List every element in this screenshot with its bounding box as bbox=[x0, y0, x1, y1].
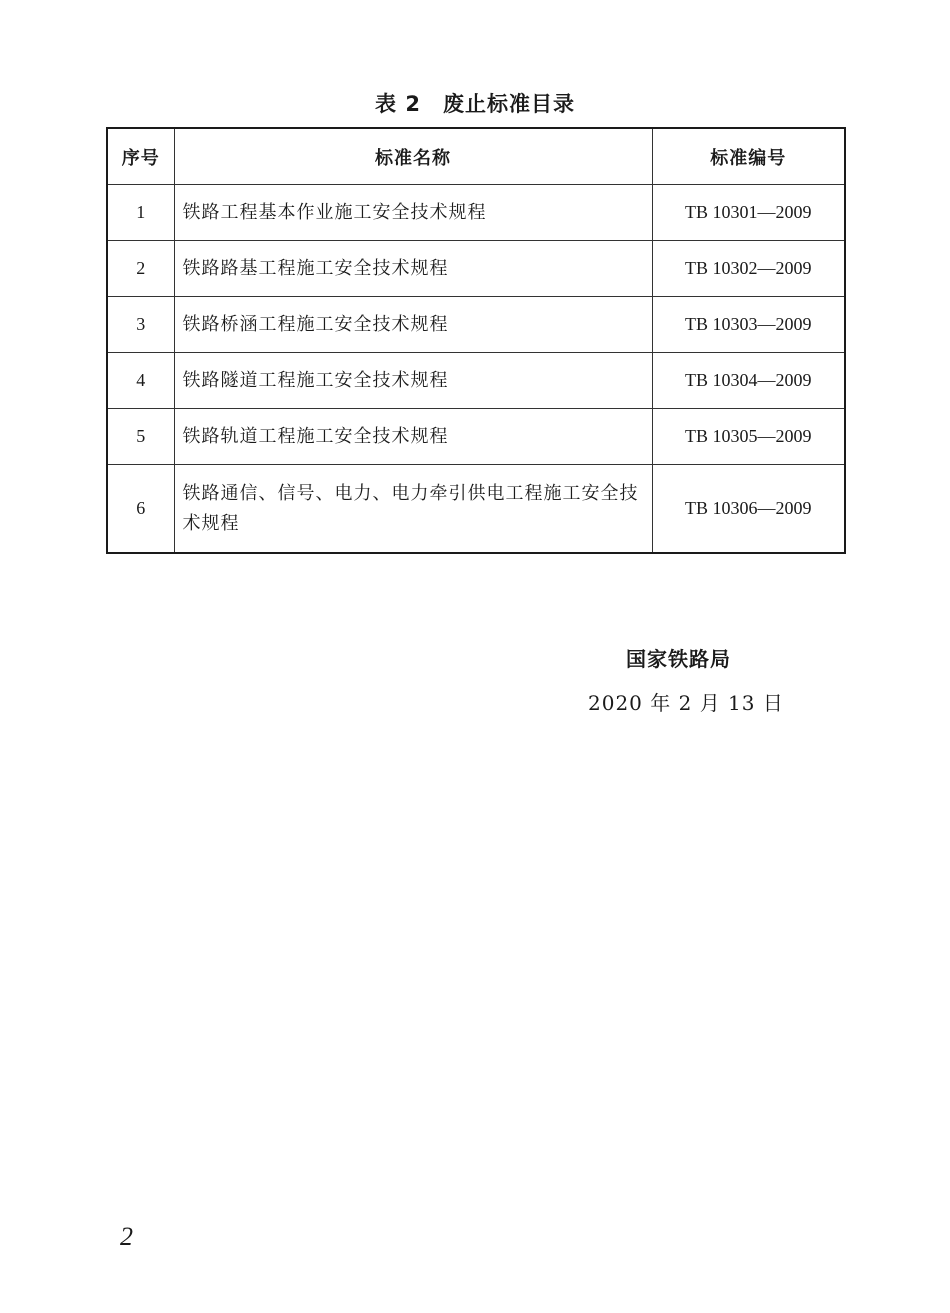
row-index: 3 bbox=[107, 297, 174, 353]
row-standard-code: TB 10306—2009 bbox=[652, 465, 845, 554]
table-caption bbox=[0, 88, 950, 118]
row-standard-name: 铁路隧道工程施工安全技术规程 bbox=[174, 353, 652, 409]
row-standard-name: 铁路轨道工程施工安全技术规程 bbox=[174, 409, 652, 465]
row-index: 2 bbox=[107, 241, 174, 297]
table-title: 废止标准目录 bbox=[442, 92, 575, 116]
row-index: 4 bbox=[107, 353, 174, 409]
row-standard-code: TB 10305—2009 bbox=[652, 409, 845, 465]
issuing-authority: 国家铁路局 bbox=[626, 647, 731, 671]
row-index: 6 bbox=[107, 465, 174, 554]
abolished-standards-table bbox=[106, 127, 846, 554]
row-index: 1 bbox=[107, 185, 174, 241]
row-standard-code: TB 10303—2009 bbox=[652, 297, 845, 353]
header-name: 标准名称 bbox=[174, 128, 652, 185]
header-index: 序号 bbox=[107, 128, 174, 185]
table-row bbox=[107, 409, 845, 465]
table-row bbox=[107, 465, 845, 554]
table-row bbox=[107, 297, 845, 353]
table-number: 表 2 bbox=[375, 92, 421, 116]
row-standard-code: TB 10304—2009 bbox=[652, 353, 845, 409]
row-standard-code: TB 10302—2009 bbox=[652, 241, 845, 297]
issue-date: 2020 年 2 月 13 日 bbox=[588, 691, 784, 715]
row-standard-name: 铁路桥涵工程施工安全技术规程 bbox=[174, 297, 652, 353]
row-standard-name: 铁路通信、信号、电力、电力牵引供电工程施工安全技术规程 bbox=[174, 465, 652, 554]
row-standard-code: TB 10301—2009 bbox=[652, 185, 845, 241]
table-row bbox=[107, 185, 845, 241]
table-row bbox=[107, 353, 845, 409]
row-index: 5 bbox=[107, 409, 174, 465]
table-row bbox=[107, 241, 845, 297]
row-standard-name: 铁路工程基本作业施工安全技术规程 bbox=[174, 185, 652, 241]
header-code: 标准编号 bbox=[652, 128, 845, 185]
page-number: 2 bbox=[120, 1222, 133, 1251]
table-header-row bbox=[107, 128, 845, 185]
row-standard-name: 铁路路基工程施工安全技术规程 bbox=[174, 241, 652, 297]
